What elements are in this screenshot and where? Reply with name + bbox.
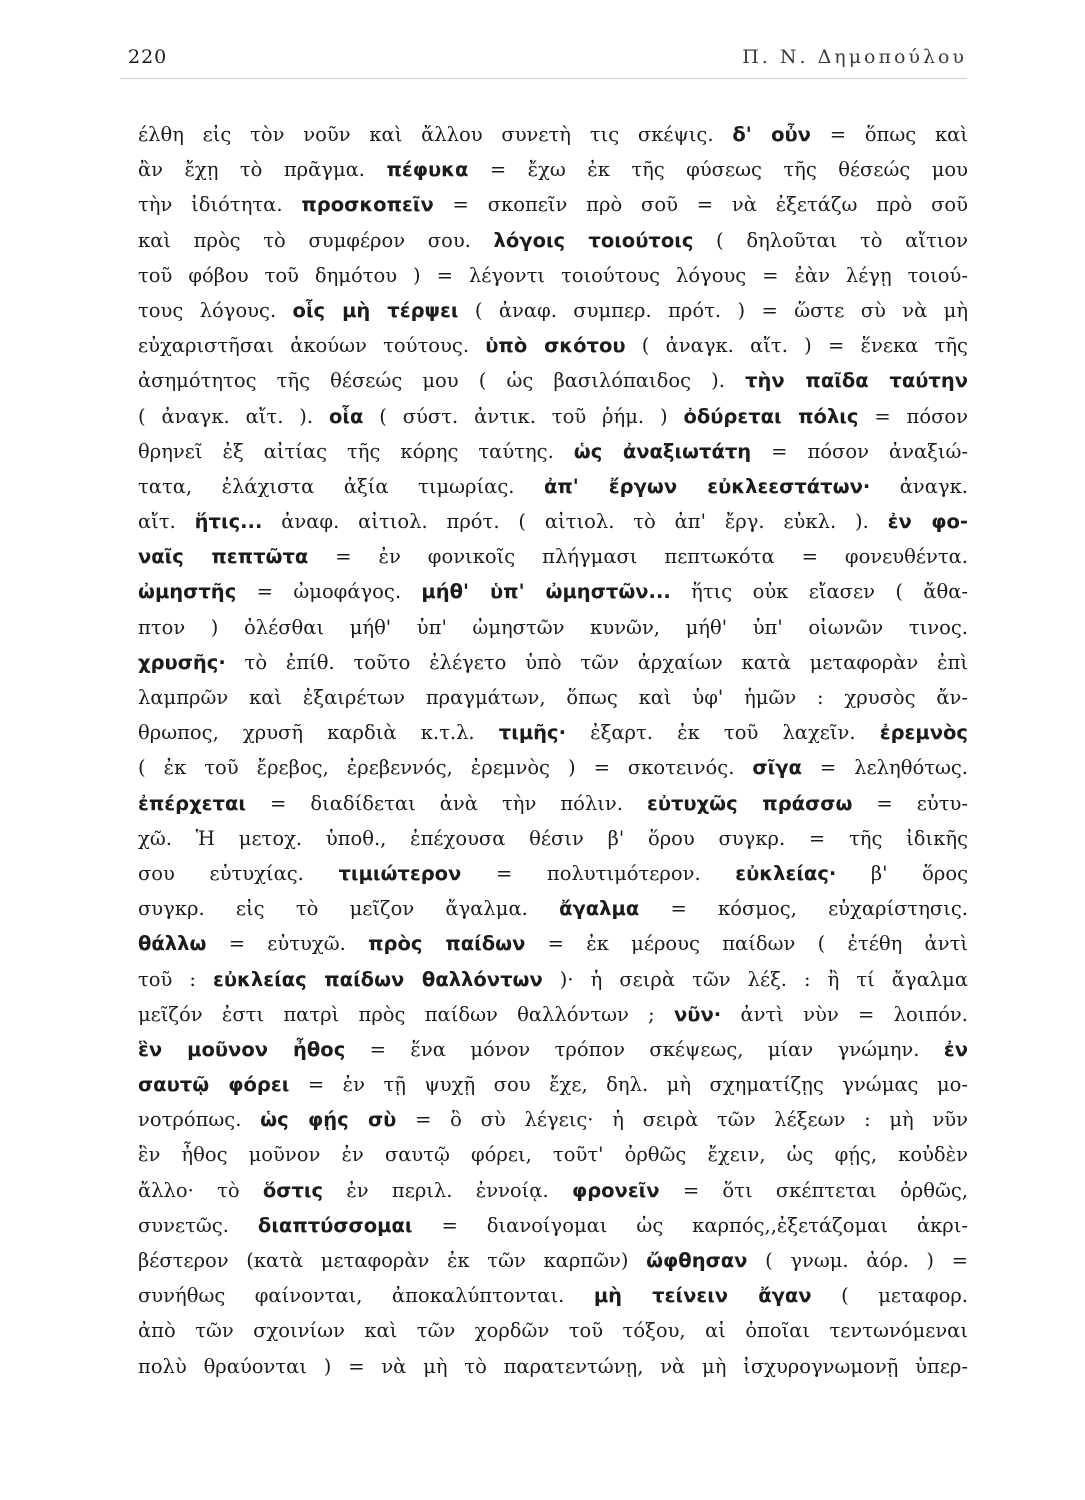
text-line: έλθη εἰς τὸν νοῦν καὶ ἄλλου συνετὴ τις σκέψις. δ' οὖν = ὅπως καὶ (138, 123, 968, 146)
text-line: σαυτῷ φόρει = ἐν τῇ ψυχῇ σου ἔχε, δηλ. μὴ σχηματίζῃς γνώμας μο- (138, 1073, 968, 1097)
running-head: Π. Ν. Δημοπούλου (742, 46, 967, 68)
lemma: οἷς μὴ τέρψει (292, 298, 459, 322)
text-line: ἐπέρχεται = διαδίδεται ἀνὰ τὴν πόλιν. εὐτυχῶς πράσσω = εὐτυ- (138, 791, 968, 815)
lemma: νῦν· (674, 1002, 722, 1026)
text-line: ( ἀναγκ. αἴτ. ). οἷα ( σύστ. ἀντικ. τοῦ ῥήμ. ) ὀδύρεται πόλις = πόσον (138, 404, 968, 428)
lemma: χρυσῆς· (138, 650, 226, 674)
lemma: ὤφθησαν (646, 1249, 748, 1272)
text-line: λαμπρῶν καὶ ἐξαιρέτων πραγμάτων, ὅπως καὶ ὑφ' ἡμῶν : χρυσὸς ἄν- (138, 686, 968, 709)
text-line: ἄλλο· τὸ ὅστις ἐν περιλ. ἐννοίᾳ. φρονεῖν = ὅτι σκέπτεται ὀρθῶς, (138, 1178, 968, 1202)
text-line: μεῖζόν ἐστι πατρὶ πρὸς παίδων θαλλόντων ; νῦν· ἀντὶ νὺν = λοιπόν. (138, 1002, 968, 1026)
lemma: ὡς ἀναξιωτάτη (573, 439, 752, 463)
text-line: πτον ) ὀλέσθαι μήθ' ὑπ' ὠμηστῶν κυνῶν, μήθ' ὑπ' οἰωνῶν τινος. (138, 615, 968, 639)
lemma: προσκοπεῖν (301, 193, 434, 217)
lemma: ἐν (943, 1037, 968, 1061)
lemma: τὴν παῖδα ταύτην (745, 369, 968, 393)
lemma: δ' οὖν (732, 123, 811, 146)
text-line: συνήθως φαίνονται, ἀποκαλύπτονται. μὴ τείνειν ἄγαν ( μεταφορ. (138, 1284, 968, 1308)
text-line: τοῦ φόβου τοῦ δημότου ) = λέγοντι τοιούτους λόγους = ἐὰν λέγῃ τοιού- (138, 263, 968, 287)
text-line: καὶ πρὸς τὸ συμφέρον σου. λόγοις τοιούτοις ( δηλοῦται τὸ αἴτιον (138, 228, 968, 252)
lemma: οἷα (328, 404, 364, 428)
text-line: θρηνεῖ ἐξ αἰτίας τῆς κόρης ταύτης. ὡς ἀναξιωτάτη = πόσον ἀναξιώ- (138, 439, 968, 463)
lemma: ἥτις... (194, 510, 263, 534)
lemma: εὐκλείας· (735, 861, 837, 885)
lemma: μήθ' ὑπ' ὠμηστῶν... (421, 580, 671, 604)
text-line: ἓν μοῦνον ἦθος = ἕνα μόνον τρόπον σκέψεως, μίαν γνώμην. ἐν (138, 1037, 968, 1061)
lemma: ἐρεμνὸς (879, 721, 968, 745)
lemma: ἐν φο- (887, 510, 968, 534)
lemma: λόγοις τοιούτοις (493, 228, 694, 252)
lemma: ἄγαλμα (559, 897, 640, 921)
lemma: ὑπὸ σκότου (485, 334, 626, 358)
text-line: εὐχαριστῆσαι ἀκούων τούτους. ὑπὸ σκότου ( ἀναγκ. αἴτ. ) = ἕνεκα τῆς (138, 334, 968, 358)
lemma: πρὸς παίδων (368, 932, 526, 956)
lemma: ναῖς πεπτῶτα (138, 545, 309, 569)
text-line: θρωπος, χρυσῆ καρδιὰ κ.τ.λ. τιμῆς· ἐξαρτ. ἐκ τοῦ λαχεῖν. ἐρεμνὸς (138, 721, 968, 745)
text-line: ὠμηστῆς = ὠμοφάγος. μήθ' ὑπ' ὠμηστῶν... ἥτις οὐκ εἴασεν ( ἄθα- (138, 580, 968, 604)
text-line: ἀπὸ τῶν σχοινίων καὶ τῶν χορδῶν τοῦ τόξου, αἱ ὁποῖαι τεντωνόμεναι (138, 1319, 968, 1343)
lemma: ὀδύρεται πόλις (683, 404, 859, 428)
text-line: ἂν ἔχῃ τὸ πρᾶγμα. πέφυκα = ἔχω ἐκ τῆς φύσεως τῆς θέσεώς μου (138, 158, 968, 182)
lemma: διαπτύσσομαι (257, 1213, 413, 1237)
text-line: θάλλω = εὐτυχῶ. πρὸς παίδων = ἐκ μέρους παίδων ( ἐτέθη ἀντὶ (138, 932, 968, 956)
lemma: ὡς φῄς σὺ (260, 1108, 397, 1132)
page-number: 220 (128, 46, 168, 68)
header-rule (120, 78, 967, 79)
lemma: σαυτῷ φόρει (138, 1073, 290, 1097)
lemma: τιμιώτερον (338, 861, 462, 885)
text-line: συγκρ. εἰς τὸ μεῖζον ἄγαλμα. ἄγαλμα = κόσμος, εὐχαρίστησις. (138, 897, 968, 921)
lemma: εὐκλείας παίδων θαλλόντων (213, 967, 543, 991)
text-line: τὴν ἰδιότητα. προσκοπεῖν = σκοπεῖν πρὸ σοῦ = νὰ ἐξετάζω πρὸ σοῦ (138, 193, 968, 217)
lemma: τιμῆς· (498, 721, 567, 745)
text-line: χῶ. Ἡ μετοχ. ὑποθ., ἐπέχουσα θέσιν β' ὅρου συγκρ. = τῆς ἰδικῆς (138, 826, 968, 850)
text-line: νοτρόπως. ὡς φῄς σὺ = ὃ σὺ λέγεις· ἡ σειρὰ τῶν λέξεων : μὴ νῦν (138, 1108, 968, 1132)
text-line: βέστερον (κατὰ μεταφορὰν ἐκ τῶν καρπῶν) ὤφθησαν ( γνωμ. ἀόρ. ) = (138, 1249, 968, 1272)
text-line: πολὺ θραύονται ) = νὰ μὴ τὸ παρατεντώνῃ, νὰ μὴ ἰσχυρογνωμονῇ ὑπερ- (138, 1354, 968, 1378)
text-line: ναῖς πεπτῶτα = ἐν φονικοῖς πλήγμασι πεπτωκότα = φονευθέντα. (138, 545, 968, 569)
text-line: συνετῶς. διαπτύσσομαι = διανοίγομαι ὡς καρπός,,ἐξετάζομαι ἀκρι- (138, 1213, 968, 1237)
lemma: φρονεῖν (571, 1178, 660, 1202)
lemma: εὐτυχῶς πράσσω (646, 791, 853, 815)
lemma: σῖγα (752, 756, 802, 780)
lemma: ἓν μοῦνον ἦθος (138, 1037, 346, 1061)
text-line: ἓν ἦθος μοῦνον ἐν σαυτῷ φόρει, τοῦτ' ὀρθῶς ἔχειν, ὡς φῄς, κοὐδὲν (138, 1143, 968, 1167)
text-line: τατα, ἐλάχιστα ἀξία τιμωρίας. ἀπ' ἔργων εὐκλεεστάτων· ἀναγκ. (138, 474, 968, 498)
lemma: ἀπ' ἔργων εὐκλεεστάτων· (543, 474, 871, 498)
commentary-text (138, 117, 968, 1384)
lemma: ἐπέρχεται (138, 791, 246, 815)
text-line: ( ἐκ τοῦ ἔρεβος, ἐρεβεννός, ἐρεμνὸς ) = σκοτεινός. σῖγα = λεληθότως. (138, 756, 968, 780)
lemma: ὅστις (262, 1178, 324, 1202)
text-line: αἴτ. ἥτις... ἀναφ. αἰτιολ. πρότ. ( αἰτιολ. τὸ ἀπ' ἔργ. εὐκλ. ). ἐν φο- (138, 510, 968, 534)
text-line: τοῦ : εὐκλείας παίδων θαλλόντων )· ἡ σειρὰ τῶν λέξ. : ἢ τί ἄγαλμα (138, 967, 968, 991)
text-line: χρυσῆς· τὸ ἐπίθ. τοῦτο ἐλέγετο ὑπὸ τῶν ἀρχαίων κατὰ μεταφορὰν ἐπὶ (138, 650, 968, 674)
lemma: θάλλω (138, 932, 207, 956)
lemma: πέφυκα (386, 158, 469, 182)
text-line: σου εὐτυχίας. τιμιώτερον = πολυτιμότερον. εὐκλείας· β' ὅρος (138, 861, 968, 885)
text-line: ἀσημότητος τῆς θέσεώς μου ( ὡς βασιλόπαιδος ). τὴν παῖδα ταύτην (138, 369, 968, 393)
text-line: τους λόγους. οἷς μὴ τέρψει ( ἀναφ. συμπερ. πρότ. ) = ὥστε σὺ νὰ μὴ (138, 298, 968, 322)
lemma: ὠμηστῆς (138, 580, 237, 604)
lemma: μὴ τείνειν ἄγαν (593, 1284, 812, 1308)
